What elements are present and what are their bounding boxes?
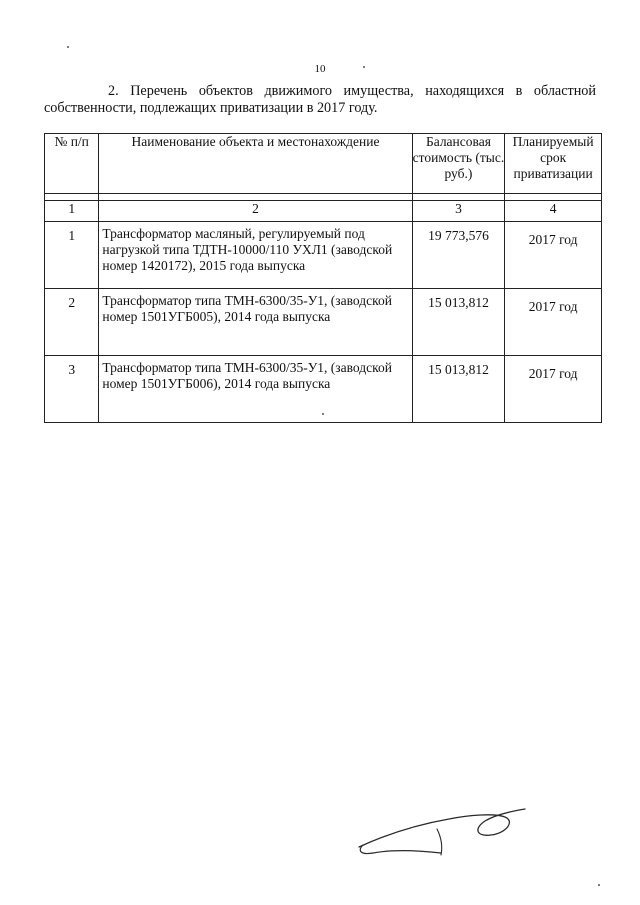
table-row bbox=[45, 289, 602, 356]
page-number: 10 bbox=[314, 63, 326, 75]
scan-speck bbox=[363, 66, 365, 68]
column-index: 2 bbox=[99, 201, 412, 222]
balance-cost: 15 013,812 bbox=[412, 289, 505, 356]
column-index: 1 bbox=[45, 201, 99, 222]
header-spacer-row bbox=[45, 194, 602, 201]
planned-term: 2017 год bbox=[505, 356, 602, 423]
row-number: 1 bbox=[45, 222, 99, 289]
row-number: 2 bbox=[45, 289, 99, 356]
scan-speck bbox=[67, 46, 69, 48]
scan-speck bbox=[598, 884, 600, 886]
column-index: 4 bbox=[505, 201, 602, 222]
planned-term: 2017 год bbox=[505, 289, 602, 356]
object-name: Трансформатор масляный, регулируемый под нагрузкой типа ТДТН-10000/110 УХЛ1 (заводской номер 1420172), 2015 года выпуска bbox=[99, 222, 412, 289]
balance-cost: 15 013,812 bbox=[412, 356, 505, 423]
header-balance-cost: Балансовая стоимость (тыс. руб.) bbox=[412, 134, 505, 194]
header-planned-term: Планируемый срок приватизации bbox=[505, 134, 602, 194]
table-header-row bbox=[45, 134, 602, 194]
planned-term: 2017 год bbox=[505, 222, 602, 289]
object-name: Трансформатор типа ТМН-6300/35-У1, (заводской номер 1501УГБ005), 2014 года выпуска bbox=[99, 289, 412, 356]
signature-mark bbox=[345, 795, 545, 875]
table-row bbox=[45, 222, 602, 289]
object-name: Трансформатор типа ТМН-6300/35-У1, (заводской номер 1501УГБ006), 2014 года выпуска bbox=[99, 356, 412, 423]
scan-speck bbox=[322, 413, 324, 415]
privatization-objects-table bbox=[44, 133, 602, 423]
section-heading: 2. Перечень объектов движимого имущества, находящихся в областной собственности, подлежащих приватизации в 2017 году. bbox=[44, 83, 596, 116]
balance-cost: 19 773,576 bbox=[412, 222, 505, 289]
header-number: № п/п bbox=[45, 134, 99, 194]
column-index-row bbox=[45, 201, 602, 222]
header-name-location: Наименование объекта и местонахождение bbox=[99, 134, 412, 194]
column-index: 3 bbox=[412, 201, 505, 222]
row-number: 3 bbox=[45, 356, 99, 423]
